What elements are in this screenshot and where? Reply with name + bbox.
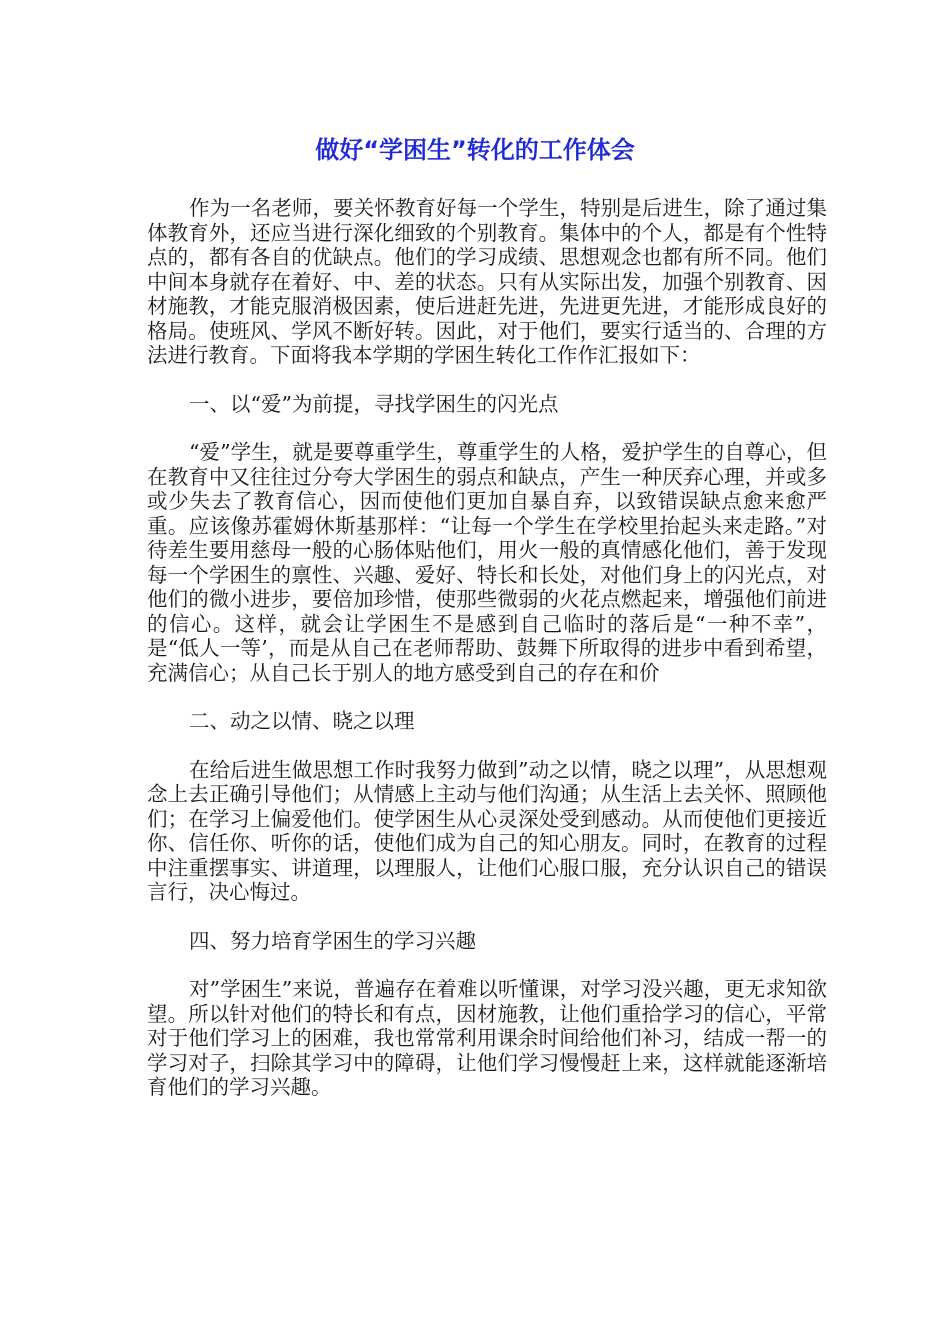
section-heading-4: 四、努力培育学困生的学习兴趣 — [189, 928, 476, 953]
document-body — [147, 196, 827, 1124]
section-1-paragraph: “爱”学生，就是要尊重学生，尊重学生的人格，爱护学生的自尊心，但在教育中又往往过分夸大学困生的弱点和缺点，产生一种厌弃心理，并或多或少失去了教育信心，因而使他们更加自暴自弃，以致错误缺点愈来愈严重。应该像苏霍姆休斯基那样：“让每一个学生在学校里抬起头来走路。”对待差生要用慈母一般的心肠体贴他们，用火一般的真情感化他们，善于发现每一个学困生的禀性、兴趣、爱好、特长和长处，对他们身上的闪光点，对他们的微小进步，要倍加珍惜，使那些微弱的火花点燃起来，增强他们前进的信心。这样，就会让学困生不是感到自己临时的落后是“一种不幸”，是“低人一等’，而是从自己在老师帮助、鼓舞下所取得的进步中看到希望，充满信心；从自己长于别人的地方感受到自己的存在和价 — [147, 440, 827, 685]
section-heading-1: 一、以“爱”为前提，寻找学困生的闪光点 — [189, 391, 559, 416]
intro-paragraph: 作为一名老师，要关怀教育好每一个学生，特别是后进生，除了通过集体教育外，还应当进行深化细致的个别教育。集体中的个人，都是有个性特点的，都有各自的优缺点。他们的学习成绩、思想观念也都有所不同。他们中间本身就存在着好、中、差的状态。只有从实际出发，加强个别教育、因材施教，才能克服消极因素，使后进赶先进，先进更先进，才能形成良好的格局。使班风、学风不断好转。因此，对于他们，要实行适当的、合理的方法进行教育。下面将我本学期的学困生转化工作作汇报如下： — [147, 196, 827, 367]
section-heading-2: 二、动之以情、晓之以理 — [189, 709, 415, 733]
page-title: 做好“学困生”转化的工作体会 — [315, 136, 635, 164]
section-2-paragraph: 在给后进生做思想工作时我努力做到”动之以情，晓之以理”，从思想观念上去正确引导他们；从情感上主动与他们沟通；从生活上去关怀、照顾他们；在学习上偏爱他们。使学困生从心灵深处受到感动。从而使他们更接近你、信任你、听你的话，使他们成为自己的知心朋友。同时，在教育的过程中注重摆事实、讲道理，以理服人，让他们心服口服，充分认识自己的错误言行，决心悔过。 — [147, 757, 827, 904]
section-4-paragraph: 对”学困生”来说，普遍存在着难以听懂课，对学习没兴趣，更无求知欲望。所以针对他们的特长和有点，因材施教，让他们重拾学习的信心，平常对于他们学习上的困难，我也常常利用课余时间给他们补习，结成一帮一的学习对子，扫除其学习中的障碍，让他们学习慢慢赶上来，这样就能逐渐培育他们的学习兴趣。 — [147, 977, 827, 1099]
